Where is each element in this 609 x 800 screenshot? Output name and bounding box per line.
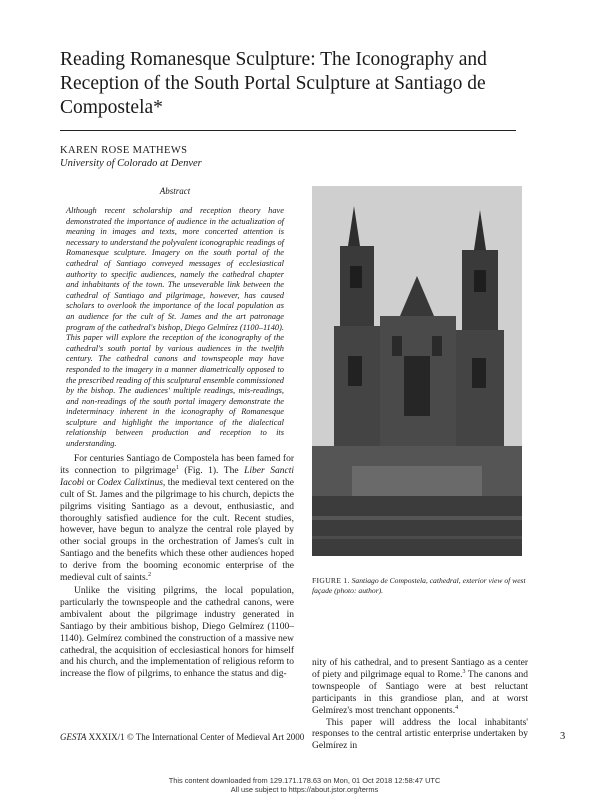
- figure-caption-text: Santiago de Compostela, cathedral, exterior view of west façade (photo: author).: [312, 576, 526, 595]
- abstract-heading: Abstract: [159, 186, 191, 196]
- body-right-column: [312, 658, 528, 753]
- page-number: 3: [560, 731, 566, 742]
- article-title: Reading Romanesque Sculpture: The Iconography and Reception of the South Portal Sculpture at Santiago de Compostela*: [60, 49, 487, 118]
- body-left-column: [60, 454, 294, 681]
- author-name: KAREN ROSE MATHEWS: [60, 145, 188, 156]
- cathedral-facade-photo: [312, 186, 522, 556]
- footnote-ref: 1: [175, 464, 179, 471]
- title-rule: [60, 130, 516, 131]
- figure-label: FIGURE 1.: [312, 576, 350, 585]
- footnote-ref: 3: [462, 668, 466, 675]
- text-run: For centuries Santiago de Compostela has been famed for its connection to pilgrimage: [60, 454, 294, 476]
- figure-caption: [312, 576, 527, 595]
- journal-issue: XXXIX/1 © The International Center of Medieval Art 2000: [86, 732, 305, 742]
- text-run: , the medieval text centered on the cult of St. James and the pilgrimage to his church, depicts the pilgrims visiting Santiago as a devout, enthusiastic, and thoroughly satisfied audience for the cult. Recent studies, however, have begun to analyze the central role played by other social groups in the orchestration of James's cult in Santiago and the benefits which these other audiences hoped to derive from the booming economic enterprise of the medieval cult of saints.: [60, 477, 295, 584]
- download-line-1: This content downloaded from 129.171.178.63 on Mon, 01 Oct 2018 12:58:47 UTC: [168, 776, 441, 785]
- body-paragraph-2: Unlike the visiting pilgrims, the local population, particularly the townspeople and the cathedral canons, were ambivalent about the pilgrimage industry generated in Santiago by their ambitious bishop, Diego Gelmírez (1100–1140). Gelmírez combined the construction of a massive new cathedral, the acquisition of ecclesiastical honors for himself and his church, and the implementation of religious reform to increase the flow of pilgrims, to enhance the status and dig-: [60, 585, 294, 680]
- text-run: or: [84, 477, 98, 488]
- book-title: Liber Sancti Iacobi: [60, 465, 294, 488]
- text-run: The canons and townspeople of Santiago were at best reluctant participants in this grandiose plan, and at worst Gelmírez's most trenchant opponents.: [312, 669, 528, 716]
- footnote-ref: 4: [455, 704, 459, 711]
- cathedral-illustration: [312, 186, 522, 556]
- body-paragraph-3: [312, 658, 528, 718]
- footnote-ref: 2: [148, 571, 152, 578]
- body-paragraph-4: This paper will address the local inhabitants' responses to the central artistic enterprise undertaken by Gelmírez in: [312, 717, 528, 752]
- download-notice: [0, 776, 609, 794]
- journal-footer: [60, 732, 304, 742]
- download-line-2: All use subject to https://about.jstor.org/terms: [230, 785, 379, 794]
- author-affiliation: University of Colorado at Denver: [60, 158, 202, 169]
- body-paragraph-1: [60, 454, 294, 585]
- text-run: nity of his cathedral, and to present Santiago as a center of piety and pilgrimage equal to Rome.: [312, 658, 528, 680]
- abstract-text: Although recent scholarship and reception theory have demonstrated the importance of audience in the actualization of meaning in images and texts, more concerted attention is necessary to understand the polyvalent iconographic readings of Romanesque sculpture. Imagery on the south portal of the cathedral of Santiago conveyed messages of ecclesiastical authority to specific audiences, namely the cathedral chapter and inhabitants of the town. The unseverable link between the cathedral of Santiago and pilgrimage, however, has caused scholars to overlook the importance of the local population as an audience for the cult of St. James and the art patronage program of the cathedral's bishop, Diego Gelmírez (1100–1140). This paper will explore the reception of the iconography of the cathedral's south portal by various audiences in the twelfth century. The cathedral canons and townspeople may have responded to the imagery in a manner diametrically opposed to the prescribed reading of this sculptural ensemble commissioned by the bishop. The audiences' multiple readings, mis-readings, and non-readings of the south portal imagery demonstrate the indeterminacy inherent in the iconography of Romanesque sculpture and highlight the importance of the dialectical relationship between production and reception to its understanding.: [66, 206, 284, 449]
- text-run: (Fig. 1). The: [178, 465, 245, 476]
- book-title: Codex Calixtinus: [97, 477, 163, 488]
- journal-name: GESTA: [60, 732, 87, 742]
